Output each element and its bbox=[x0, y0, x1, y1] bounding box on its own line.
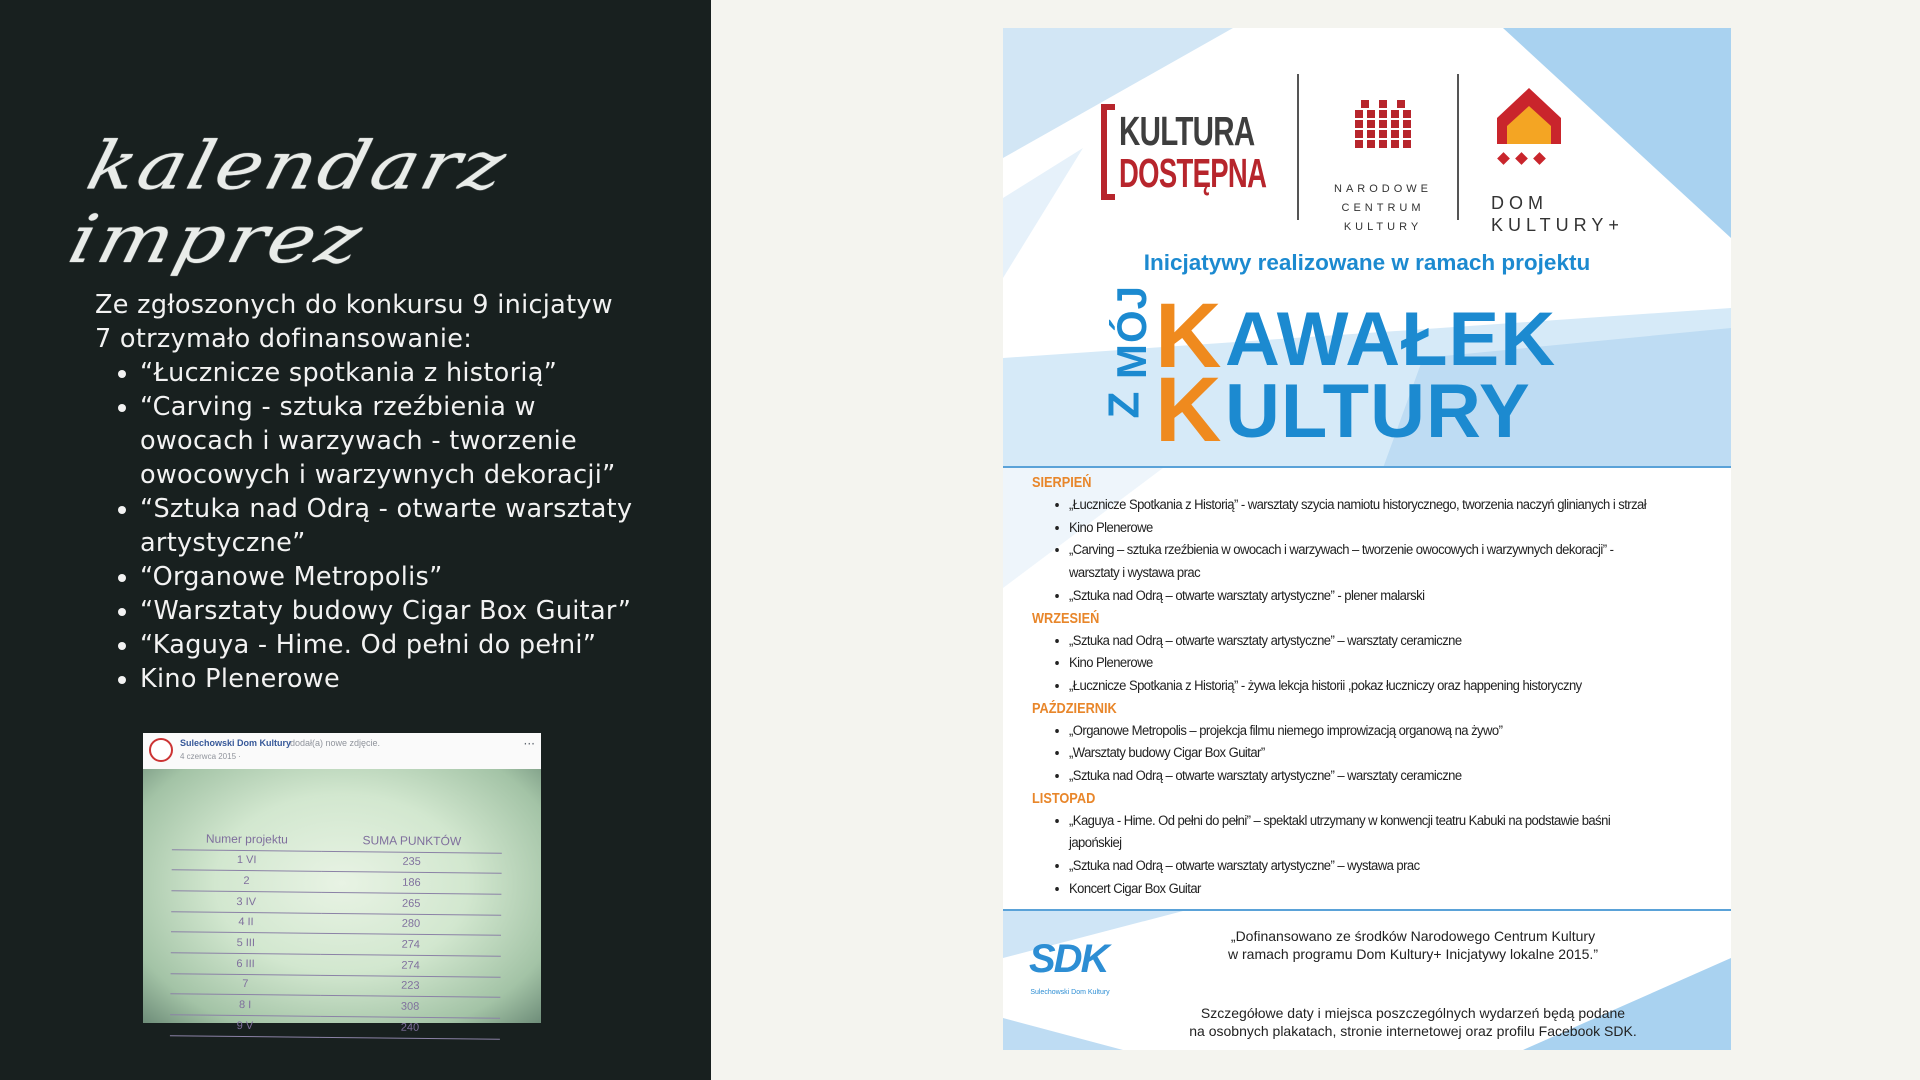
month-heading-october: PAŹDZIERNIK bbox=[1032, 699, 1117, 717]
events-november bbox=[1069, 810, 1709, 901]
title-k-first: K bbox=[1155, 285, 1222, 387]
event-poster bbox=[1003, 28, 1731, 1050]
more-icon: ··· bbox=[523, 737, 535, 751]
project-number: 3 IV bbox=[171, 891, 321, 913]
nck-line-3: KULTURY bbox=[1343, 221, 1423, 233]
score: 274 bbox=[321, 934, 501, 957]
list-item: • „Łucznicze Spotkania z Historią” - warsztaty szycia namiotu historycznego, tworzenia naczyń glinianych i strzał bbox=[1069, 494, 1695, 517]
sdk-logo bbox=[1025, 937, 1115, 1007]
facebook-post-header bbox=[143, 733, 541, 769]
logo-divider bbox=[1457, 74, 1459, 220]
facebook-post-action: dodał(a) nowe zdjęcie. bbox=[290, 738, 381, 748]
score-table bbox=[170, 827, 502, 1039]
project-subtitle: Inicjatywy realizowane w ramach projektu bbox=[1143, 250, 1591, 275]
avatar bbox=[149, 738, 173, 762]
project-number: 1 VI bbox=[172, 849, 322, 871]
events-august bbox=[1069, 494, 1709, 608]
poster-footer bbox=[1003, 911, 1731, 1050]
logo-bracket bbox=[1101, 104, 1115, 200]
list-item: • Kino Plenerowe bbox=[1069, 652, 1695, 675]
event-continuation: japońskiej bbox=[1069, 835, 1122, 852]
project-number: 4 II bbox=[171, 911, 321, 933]
dk-line-1: DOM bbox=[1491, 193, 1548, 213]
schedule-inner bbox=[1003, 472, 1709, 901]
list-item: • „Sztuka nad Odrą – otwarte warsztaty artystyczne” – warsztaty ceramiczne bbox=[1069, 765, 1695, 788]
initiatives-list bbox=[140, 356, 655, 696]
column-header: Numer projektu bbox=[172, 827, 322, 851]
schedule bbox=[1003, 468, 1731, 910]
title-k-second: K bbox=[1155, 359, 1222, 461]
score: 280 bbox=[321, 913, 501, 936]
score: 274 bbox=[320, 954, 500, 977]
details-note bbox=[1123, 1004, 1703, 1040]
logo-divider bbox=[1297, 74, 1299, 220]
list-item: • “Kaguya - Hime. Od pełni do pełni” bbox=[140, 628, 655, 662]
nck-line-1: NARODOWE bbox=[1334, 183, 1432, 195]
project-number: 7 bbox=[170, 973, 320, 995]
list-item: • “Carving - sztuka rzeźbienia w owocach i warzywach - tworzenie owocowych i warzywnych dekoracji” bbox=[140, 390, 655, 492]
list-item: • „Sztuka nad Odrą – otwarte warsztaty artystyczne” – wystawa prac bbox=[1069, 855, 1695, 878]
score: 223 bbox=[320, 975, 500, 998]
list-item: • „Warsztaty budowy Cigar Box Guitar” bbox=[1069, 742, 1695, 765]
score: 265 bbox=[321, 892, 501, 915]
facebook-photo bbox=[143, 733, 541, 1034]
month-heading-september: WRZESIEŃ bbox=[1032, 609, 1100, 627]
list-item: • “Warsztaty budowy Cigar Box Guitar” bbox=[140, 594, 655, 628]
score: 240 bbox=[320, 1016, 500, 1039]
title-moj-text: MÓJ bbox=[1108, 284, 1156, 380]
score: 235 bbox=[321, 851, 501, 874]
project-number: 9 V bbox=[170, 1015, 320, 1037]
page-title: kalendarz imprez bbox=[61, 128, 516, 278]
sdk-logo-name: Sulechowski Dom Kultury bbox=[1030, 989, 1110, 996]
table-row bbox=[170, 1015, 500, 1039]
nck-line-2: CENTRUM bbox=[1341, 202, 1425, 214]
month-heading-august: SIERPIEŃ bbox=[1032, 474, 1092, 491]
projected-table-photo bbox=[143, 769, 541, 1034]
column-header: SUMA PUNKTÓW bbox=[322, 829, 502, 853]
logo-text-line-2: DOSTĘPNA bbox=[1119, 150, 1267, 196]
list-item: • “Organowe Metropolis” bbox=[140, 560, 655, 594]
project-number: 2 bbox=[171, 870, 321, 892]
intro-line-2: 7 otrzymało dofinansowanie: bbox=[95, 324, 473, 354]
logo-text-line-1: KULTURA bbox=[1119, 108, 1255, 154]
title-moj bbox=[1107, 284, 1156, 380]
project-number: 5 III bbox=[171, 932, 321, 954]
nck-logo bbox=[1323, 84, 1443, 233]
title-word-second: ULTURY bbox=[1225, 369, 1531, 454]
list-item: • „Sztuka nad Odrą – otwarte warsztaty artystyczne” – warsztaty ceramiczne bbox=[1069, 630, 1695, 653]
nck-text bbox=[1323, 180, 1443, 237]
score: 308 bbox=[320, 996, 500, 1019]
list-item: • „Carving – sztuka rzeźbienia w owocach i warzywach – tworzenie owocowych i warzywnych dekoracji” - bbox=[1069, 539, 1695, 562]
list-item: • “Łucznicze spotkania z historią” bbox=[140, 356, 655, 390]
kultura-dostepna-logo bbox=[1101, 104, 1267, 200]
event-continuation: warsztaty i wystawa prac bbox=[1069, 565, 1201, 582]
list-item: • „Sztuka nad Odrą – otwarte warsztaty artystyczne” - plener malarski bbox=[1069, 585, 1695, 608]
events-october bbox=[1069, 720, 1709, 788]
dk-line-2: KULTURY+ bbox=[1491, 215, 1624, 235]
list-item: • „Łucznicze Spotkania z Historią” - żywa lekcja historii ,pokaz łuczniczy oraz happening historyczny bbox=[1069, 675, 1695, 698]
events-september bbox=[1069, 630, 1709, 698]
house-icon bbox=[1495, 84, 1575, 184]
facebook-page-name: Sulechowski Dom Kultury bbox=[180, 738, 292, 748]
funding-line-1: „Dofinansowano ze środków Narodowego Centrum Kultury bbox=[1230, 928, 1596, 944]
list-item: • Kino Plenerowe bbox=[140, 662, 655, 696]
funding-line-2: w ramach programu Dom Kultury+ Inicjatywy lokalne 2015.” bbox=[1228, 946, 1598, 962]
dom-kultury-logo bbox=[1491, 84, 1651, 235]
details-line-2: na osobnych plakatach, stronie internetowej oraz profilu Facebook SDK. bbox=[1189, 1023, 1637, 1039]
intro-text bbox=[95, 288, 655, 696]
project-number: 8 I bbox=[170, 994, 320, 1016]
details-line-1: Szczegółowe daty i miejsca poszczególnych wydarzeń będą podane bbox=[1200, 1005, 1626, 1021]
list-item: • “Sztuka nad Odrą - otwarte warsztaty artystyczne” bbox=[140, 492, 655, 560]
title-z bbox=[1099, 384, 1149, 426]
title-word-first: AWAŁEK bbox=[1225, 297, 1557, 382]
list-item: • Koncert Cigar Box Guitar bbox=[1069, 878, 1695, 901]
list-item: • Kino Plenerowe bbox=[1069, 517, 1695, 540]
score: 186 bbox=[321, 872, 501, 895]
title-z-text: Z bbox=[1099, 391, 1149, 419]
intro-line-1: Ze zgłoszonych do konkursu 9 inicjatyw bbox=[95, 290, 613, 320]
dom-kultury-text bbox=[1491, 192, 1651, 236]
left-panel bbox=[0, 0, 711, 1080]
sdk-logo-text: SDK bbox=[1029, 937, 1108, 981]
month-heading-november: LISTOPAD bbox=[1032, 789, 1096, 807]
project-number: 6 III bbox=[171, 953, 321, 975]
list-item: • „Kaguya - Hime. Od pełni do pełni” – spektakl utrzymany w konwencji teatru Kabuki na podstawie baśni bbox=[1069, 810, 1695, 833]
facebook-post-date: 4 czerwca 2015 · bbox=[180, 752, 241, 761]
list-item: • „Organowe Metropolis – projekcja filmu niemego improwizacją organową na żywo” bbox=[1069, 720, 1695, 743]
funding-note bbox=[1133, 927, 1693, 963]
crown-icon bbox=[1323, 84, 1443, 154]
